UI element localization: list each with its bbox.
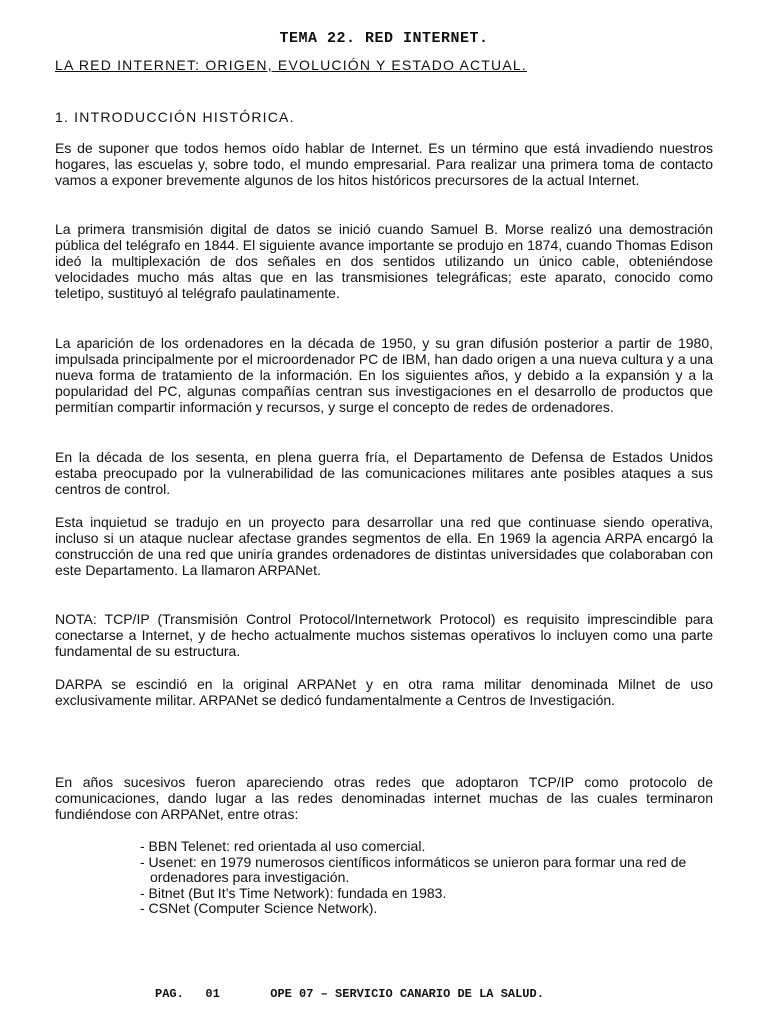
- paragraph-arpanet: Esta inquietud se tradujo en un proyecto para desarrollar una red que continuase siendo operativa, incluso si un ataque nuclear afectase grandes segmentos de ella. En 1969 la agencia ARPA encargó la construcción de una red que uniría grandes ordenadores de distintas universidades que colaboraban con este Departamento. La llamaron ARPANet.: [55, 514, 713, 578]
- paragraph-redes: En años sucesivos fueron apareciendo otras redes que adoptaron TCP/IP como protocolo de comunicaciones, dando lugar a las redes denominadas internet muchas de las cuales terminaron fundiéndose con ARPANet, entre otras:: [55, 774, 713, 822]
- paragraph-guerra-fria: En la década de los sesenta, en plena guerra fría, el Departamento de Defensa de Estados Unidos estaba preocupado por la vulnerabilidad de las comunicaciones militares ante posibles ataques a sus centros de control.: [55, 449, 713, 497]
- paragraph-ordenadores: La aparición de los ordenadores en la década de 1950, y su gran difusión posterior a partir de 1980, impulsada principalmente por el microordenador PC de IBM, han dado origen a una nueva cultura y a una nueva forma de tratamiento de la información. En los siguientes años, y debido a la expansión y a la popularidad del PC, algunas compañías centran sus investigaciones en el desarrollo de productos que permitían compartir información y recursos, y surge el concepto de redes de ordenadores.: [55, 335, 713, 415]
- paragraph-darpa: DARPA se escindió en la original ARPANet y en otra rama militar denominada Milnet de uso exclusivamente militar. ARPANet se dedicó fundamentalmente a Centros de Investigación.: [55, 676, 713, 708]
- paragraph-morse: La primera transmisión digital de datos se inició cuando Samuel B. Morse realizó una demostración pública del telégrafo en 1844. El siguiente avance importante se produjo en 1874, cuando Thomas Edison ideó la multiplexación de dos señales en dos sentidos utilizando un único cable, obteniéndose velocidades mucho más altas que en las transmisiones telegráficas; este aparato, conocido como teletipo, sustituyó al telégrafo paulatinamente.: [55, 221, 713, 301]
- page-footer: [155, 987, 544, 1001]
- section-heading: 1. INTRODUCCIÓN HISTÓRICA.: [55, 109, 295, 125]
- footer-page-number: 01: [205, 987, 220, 1001]
- network-list: [140, 839, 720, 917]
- document-title: TEMA 22. RED INTERNET.: [279, 30, 489, 47]
- footer-source: OPE 07 – SERVICIO CANARIO DE LA SALUD.: [270, 987, 544, 1001]
- footer-page-label: PAG.: [155, 987, 184, 1001]
- list-item: - BBN Telenet: red orientada al uso comercial.: [140, 838, 426, 854]
- list-item: - CSNet (Computer Science Network).: [140, 900, 378, 916]
- document-subtitle: LA RED INTERNET: ORIGEN, EVOLUCIÓN Y ESTADO ACTUAL.: [55, 57, 527, 73]
- paragraph-nota-tcpip: NOTA: TCP/IP (Transmisión Control Protocol/Internetwork Protocol) es requisito imprescindible para conectarse a Internet, y de hecho actualmente muchos sistemas operativos lo incluyen como una parte fundamental de su estructura.: [55, 611, 713, 659]
- list-item: - Usenet: en 1979 numerosos científicos informáticos se unieron para formar una red de ordenadores para investigación.: [140, 853, 687, 885]
- list-item: - Bitnet (But It’s Time Network): fundada en 1983.: [140, 884, 447, 901]
- paragraph-intro: Es de suponer que todos hemos oído hablar de Internet. Es un término que está invadiendo nuestros hogares, las escuelas y, sobre todo, el mundo empresarial. Para realizar una primera toma de contacto vamos a exponer brevemente algunos de los hitos históricos precursores de la actual Internet.: [55, 140, 713, 188]
